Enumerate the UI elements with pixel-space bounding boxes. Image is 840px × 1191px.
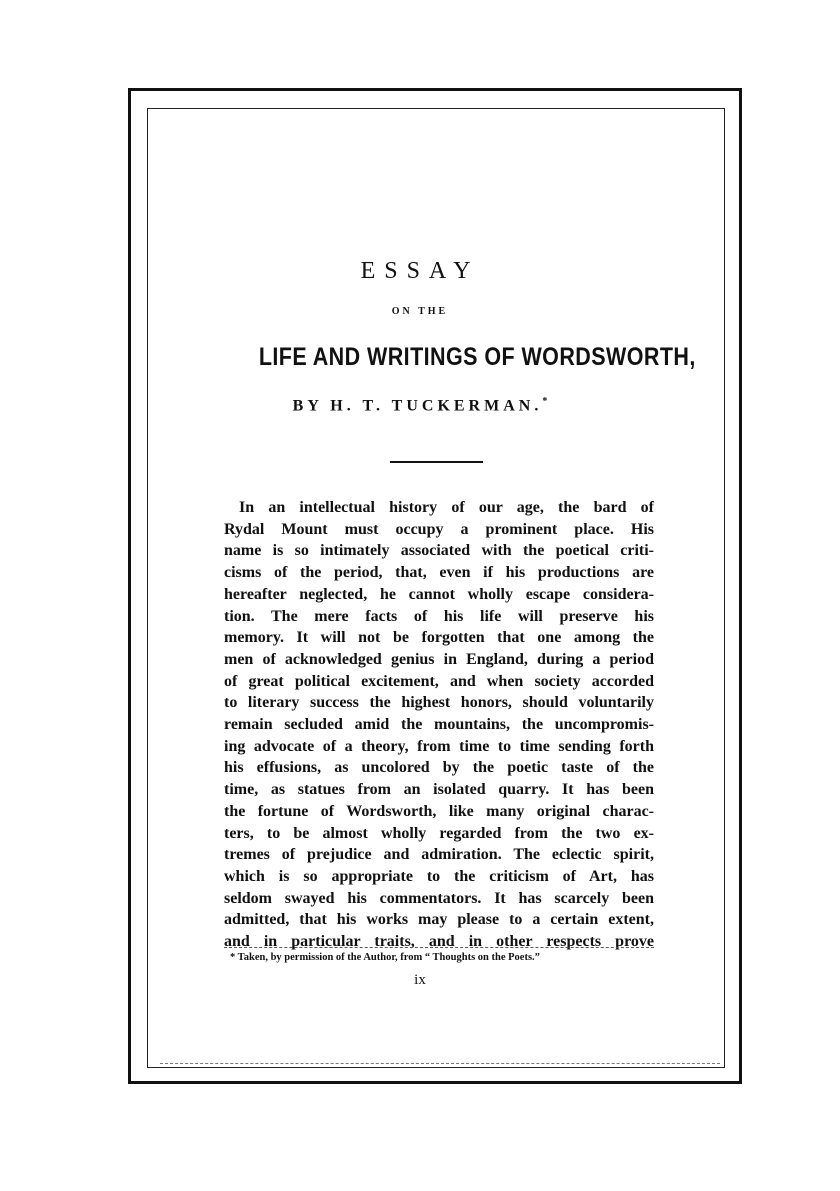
body-line: seldom swayed his commentators. It has scarcely been: [224, 889, 654, 907]
body-line: ters, to be almost wholly regarded from the two ex-: [224, 824, 654, 842]
title-divider: [390, 461, 483, 463]
footnote: * Taken, by permission of the Author, from “ Thoughts on the Poets.”: [230, 952, 540, 963]
page-title: LIFE AND WRITINGS OF WORDSWORTH,: [258, 343, 696, 371]
body-line: name is so intimately associated with the poetical criti-: [224, 542, 654, 560]
body-line: tremes of prejudice and admiration. The eclectic spirit,: [224, 846, 654, 864]
body-line: admitted, that his works may please to a certain extent,: [224, 911, 654, 929]
author-line: [0, 396, 840, 415]
body-line: ing advocate of a theory, from time to time sending forth: [224, 737, 654, 755]
footnote-divider: [224, 947, 654, 948]
author-name: BY H. T. TUCKERMAN.: [292, 397, 543, 415]
title-essay: ESSAY: [360, 258, 480, 284]
body-line: hereafter neglected, he cannot wholly escape considera-: [224, 585, 654, 603]
body-line: of great political excitement, and when society accorded: [224, 672, 654, 690]
body-line: tion. The mere facts of his life will preserve his: [224, 607, 654, 625]
body-line: In an intellectual history of our age, the bard of: [239, 499, 654, 516]
body-line: men of acknowledged genius in England, during a period: [224, 650, 654, 668]
title-on-the: ON THE: [391, 306, 449, 317]
body-line: remain secluded amid the mountains, the uncompromis-: [224, 716, 654, 734]
body-line: which is so appropriate to the criticism of Art, has: [224, 867, 654, 885]
body-line: time, as statues from an isolated quarry. It has been: [224, 781, 654, 799]
body-line: and in particular traits, and in other respects prove: [224, 933, 654, 951]
footnote-marker: *: [542, 396, 548, 407]
body-line: the fortune of Wordsworth, like many original charac-: [224, 802, 654, 820]
page-number: ix: [414, 972, 426, 988]
body-line: his effusions, as uncolored by the poetic taste of the: [224, 759, 654, 777]
body-line: Rydal Mount must occupy a prominent place. His: [224, 520, 654, 538]
body-line: to literary success the highest honors, should voluntarily: [224, 694, 654, 712]
body-line: cisms of the period, that, even if his productions are: [224, 564, 654, 582]
body-line: memory. It will not be forgotten that one among the: [224, 629, 654, 647]
bottom-rule: [160, 1063, 720, 1064]
essay-body: [224, 497, 654, 953]
